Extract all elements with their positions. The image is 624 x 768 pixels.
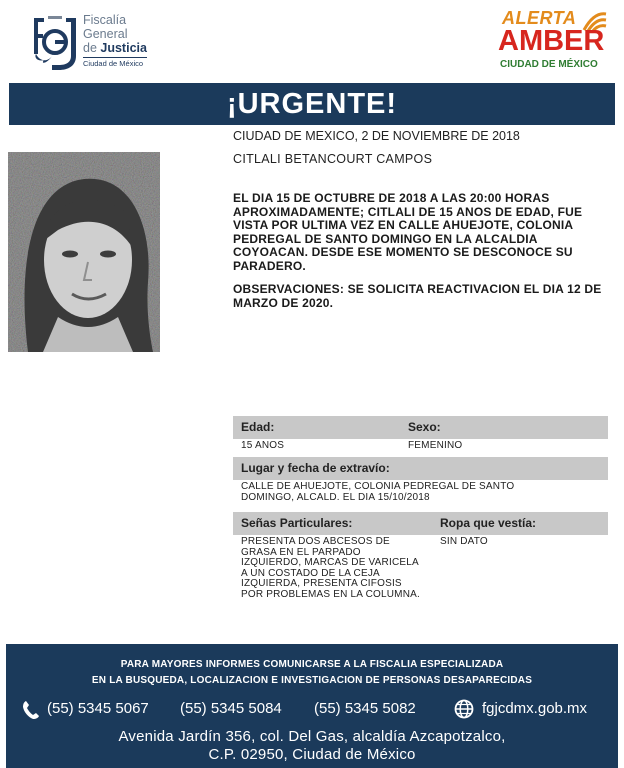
org-city: Ciudad de México — [83, 57, 147, 68]
sex-value: FEMENINO — [408, 440, 463, 451]
observations: OBSERVACIONES: SE SOLICITA REACTIVACION EL DIA 12 DE MARZO DE 2020. — [233, 282, 602, 310]
sex-label: Sexo: — [408, 420, 441, 434]
globe-icon — [454, 699, 474, 719]
urgent-banner: ¡URGENTE! — [9, 83, 615, 125]
contact-row — [22, 699, 612, 721]
footer-info-line-2: EN LA BUSQUEDA, LOCALIZACION E INVESTIGACION DE PERSONAS DESAPARECIDAS — [91, 675, 533, 686]
date-line: CIUDAD DE MEXICO, 2 DE NOVIEMBRE DE 2018 — [233, 129, 520, 143]
address-line-2: C.P. 02950, Ciudad de México — [208, 746, 416, 763]
alerta-amber-logo — [496, 6, 610, 72]
amber-text: AMBER — [498, 25, 605, 57]
phone-number-1[interactable]: (55) 5345 5067 — [47, 700, 149, 717]
address-line-1: Avenida Jardín 356, col. Del Gas, alcaldía Azcapotzalco, — [118, 728, 506, 745]
website-link[interactable]: fgjcdmx.gob.mx — [482, 700, 588, 717]
phone-number-2[interactable]: (55) 5345 5084 — [180, 700, 282, 717]
marks-label: Señas Particulares: — [241, 516, 353, 530]
phone-number-3[interactable]: (55) 5345 5082 — [314, 700, 416, 717]
footer — [6, 644, 618, 768]
org-line-2: General — [83, 27, 128, 41]
place-label: Lugar y fecha de extravío: — [241, 461, 390, 475]
age-label: Edad: — [241, 420, 275, 434]
org-line-1: Fiscalía — [83, 13, 127, 27]
place-header — [233, 457, 608, 480]
incident-description: EL DIA 15 DE OCTUBRE DE 2018 A LAS 20:00 HORAS APROXIMADAMENTE; CITLALI DE 15 ANOS DE EDAD, FUE VISTA POR ULTIMA VEZ EN CALLE AHUEJOTE, COLONIA PEDREGAL DE SANTO DOMINGO EN LA ALCALDIA COYOACAN. DESDE ESE MOMENTO SE DESCONOCE SU PARADERO. — [233, 191, 583, 273]
org-line-3 — [83, 42, 147, 55]
fgj-logo-icon — [30, 12, 80, 72]
place-value: CALLE DE AHUEJOTE, COLONIA PEDREGAL DE SANTO DOMINGO, ALCALD. EL DIA 15/10/2018 — [241, 481, 515, 503]
clothes-label: Ropa que vestía: — [440, 516, 537, 530]
marks-value: PRESENTA DOS ABCESOS DE GRASA EN EL PARPADO IZQUIERDO, MARCAS DE VARICELA A UN COSTADO DE LA CEJA IZQUIERDA, PRESENTA CIFOSIS POR PROBLEMAS EN LA COLUMNA. — [241, 536, 420, 600]
person-name: CITLALI BETANCOURT CAMPOS — [233, 152, 433, 166]
age-sex-header — [233, 416, 608, 439]
marks-clothes-header — [233, 512, 608, 535]
amber-city-text: CIUDAD DE MÉXICO — [500, 59, 598, 70]
age-value: 15 ANOS — [241, 440, 285, 451]
clothes-value: SIN DATO — [440, 536, 488, 547]
org-line-3-prefix: de — [83, 41, 101, 55]
alerta-text: ALERTA — [502, 8, 577, 28]
phone-icon — [22, 700, 40, 720]
org-line-3-strong: Justicia — [100, 41, 147, 55]
fgj-logo — [30, 12, 160, 74]
missing-person-photo — [8, 152, 160, 352]
footer-info-line-1: PARA MAYORES INFORMES COMUNICARSE A LA FISCALIA ESPECIALIZADA — [120, 659, 504, 670]
